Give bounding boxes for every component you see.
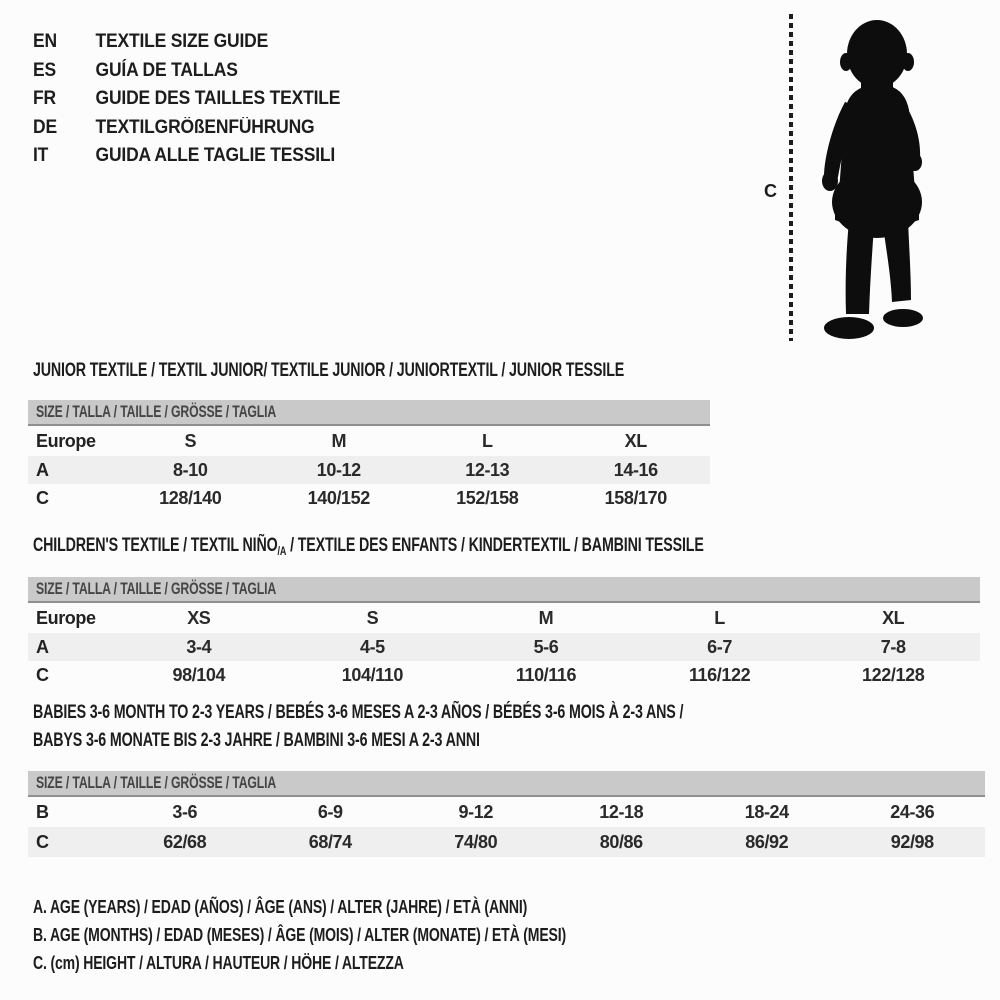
- language-code: IT: [33, 145, 49, 167]
- footnote-a: A. AGE (YEARS) / EDAD (AÑOS) / ÂGE (ANS) / ALTER (JAHRE) / ETÀ (ANNI): [33, 897, 528, 917]
- language-code: DE: [33, 116, 57, 138]
- children-heading-text: / TEXTILE DES ENFANTS / KINDERTEXTIL / BAMBINI TESSILE: [286, 535, 704, 556]
- size-cell: 68/74: [308, 831, 352, 852]
- size-cell: XL: [624, 430, 647, 451]
- size-cell: 6-7: [707, 636, 732, 657]
- row-label-cell: Europe: [36, 607, 96, 628]
- size-cell: 3-4: [186, 636, 212, 657]
- size-cell: 8-10: [173, 459, 208, 480]
- row-label-cell: C: [36, 487, 49, 508]
- row-label-cell: B: [36, 801, 49, 822]
- size-cell: XS: [187, 607, 211, 628]
- language-title: GUIDE DES TAILLES TEXTILE: [95, 88, 341, 110]
- size-cell: M: [331, 430, 347, 451]
- size-cell: 24-36: [890, 801, 935, 822]
- children-heading-subscript: /A: [277, 544, 287, 558]
- size-cell: 80/86: [599, 831, 643, 852]
- row-label-cell: A: [36, 636, 49, 657]
- size-header-bar: [28, 400, 710, 426]
- size-cell: S: [366, 607, 379, 628]
- size-cell: 6-9: [317, 801, 343, 822]
- size-cell: 152/158: [456, 487, 519, 508]
- language-row-en: [33, 28, 340, 57]
- children-section-heading: [33, 536, 704, 561]
- language-row-fr: [33, 85, 340, 114]
- children-table: [28, 603, 980, 689]
- junior-table: [28, 426, 710, 512]
- size-cell: 5-6: [533, 636, 559, 657]
- size-header-label: SIZE / TALLA / TAILLE / GRÖSSE / TAGLIA: [36, 579, 277, 598]
- size-cell: 140/152: [307, 487, 370, 508]
- size-cell: M: [538, 607, 554, 628]
- table-row: [28, 661, 980, 689]
- size-cell: 110/116: [515, 664, 577, 685]
- size-cell: 158/170: [604, 487, 667, 508]
- footnote-b: B. AGE (MONTHS) / EDAD (MESES) / ÂGE (MOIS) / ALTER (MONATE) / ETÀ (MESI): [33, 925, 567, 945]
- language-row-de: [33, 114, 340, 143]
- size-cell: 98/104: [172, 664, 226, 685]
- size-cell: 12-13: [465, 459, 510, 480]
- language-title: GUÍA DE TALLAS: [95, 59, 238, 81]
- size-cell: 74/80: [454, 831, 498, 852]
- row-label-cell: A: [36, 459, 49, 480]
- size-cell: 18-24: [744, 801, 789, 822]
- size-cell: 10-12: [316, 459, 361, 480]
- language-code: FR: [33, 88, 56, 110]
- language-row-es: [33, 57, 340, 86]
- size-cell: XL: [882, 607, 905, 628]
- babies-table: [28, 797, 985, 857]
- children-heading-text: CHILDREN'S TEXTILE / TEXTIL NIÑO: [33, 535, 278, 556]
- babies-section-heading-line1: BABIES 3-6 MONTH TO 2-3 YEARS / BEBÉS 3-6 MESES A 2-3 AÑOS / BÉBÉS 3-6 MOIS À 2-3 ANS /: [33, 702, 684, 723]
- size-cell: 7-8: [880, 636, 906, 657]
- size-cell: L: [481, 430, 493, 451]
- table-row: [28, 426, 710, 456]
- junior-section-heading: JUNIOR TEXTILE / TEXTIL JUNIOR/ TEXTILE JUNIOR / JUNIORTEXTIL / JUNIOR TESSILE: [33, 360, 625, 381]
- size-cell: 116/122: [688, 664, 751, 685]
- size-cell: 3-6: [172, 801, 198, 822]
- babies-table-section: [28, 771, 985, 857]
- footnote-c: C. (cm) HEIGHT / ALTURA / HAUTEUR / HÖHE / ALTEZZA: [33, 953, 404, 973]
- size-cell: 92/98: [890, 831, 934, 852]
- size-header-label: SIZE / TALLA / TAILLE / GRÖSSE / TAGLIA: [36, 402, 277, 421]
- row-label-cell: C: [36, 831, 49, 852]
- toddler-silhouette-figure: [805, 6, 950, 349]
- size-cell: 12-18: [599, 801, 644, 822]
- height-measure-dotted-line: [789, 14, 793, 341]
- language-title: TEXTILE SIZE GUIDE: [95, 31, 269, 53]
- size-cell: L: [714, 607, 725, 628]
- junior-table-section: [28, 400, 710, 512]
- table-row: [28, 633, 980, 661]
- toddler-silhouette-icon: [805, 6, 950, 344]
- size-cell: 62/68: [163, 831, 207, 852]
- height-measure-label: C: [764, 181, 777, 201]
- table-row: [28, 603, 980, 633]
- table-row: [28, 484, 710, 512]
- size-cell: 14-16: [613, 459, 658, 480]
- table-row: [28, 827, 985, 857]
- language-title: TEXTILGRÖßENFÜHRUNG: [95, 116, 315, 138]
- size-cell: S: [184, 430, 197, 451]
- table-row: [28, 797, 985, 827]
- row-label-cell: Europe: [36, 430, 96, 451]
- size-cell: 86/92: [745, 831, 789, 852]
- language-title: GUIDA ALLE TAGLIE TESSILI: [95, 145, 336, 167]
- size-cell: 104/110: [341, 664, 404, 685]
- size-header-bar: [28, 771, 985, 797]
- size-cell: 4-5: [359, 636, 385, 657]
- children-table-section: [28, 577, 980, 689]
- size-cell: 122/128: [862, 664, 925, 685]
- size-header-bar: [28, 577, 980, 603]
- language-row-it: [33, 142, 340, 171]
- size-cell: 9-12: [458, 801, 493, 822]
- size-header-label: SIZE / TALLA / TAILLE / GRÖSSE / TAGLIA: [36, 773, 277, 792]
- table-row: [28, 456, 710, 484]
- language-code: ES: [33, 59, 56, 81]
- babies-section-heading-line2: BABYS 3-6 MONATE BIS 2-3 JAHRE / BAMBINI 3-6 MESI A 2-3 ANNI: [33, 730, 480, 751]
- size-cell: 128/140: [159, 487, 222, 508]
- language-list: [33, 28, 367, 171]
- row-label-cell: C: [36, 664, 49, 685]
- language-code: EN: [33, 31, 57, 53]
